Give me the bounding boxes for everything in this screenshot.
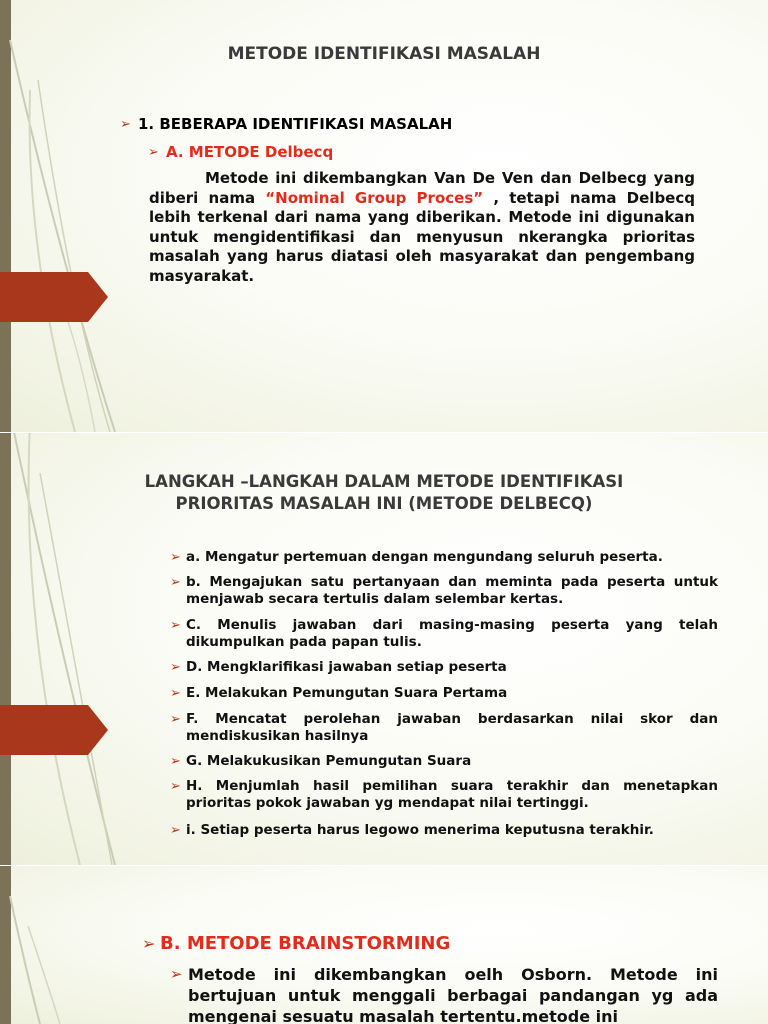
bullet-text: A. METODE Delbecq [166, 143, 334, 161]
list-item: ➢ G. Melakukusikan Pemungutan Suara [170, 753, 472, 769]
section-heading [142, 932, 450, 956]
slide-1 [0, 0, 768, 432]
list-item: ➢ b. Mengajukan satu pertanyaan dan meminta pada peserta untuk menjawab secara tertulis dalam selembar kertas. [170, 574, 718, 607]
title-line: PRIORITAS MASALAH INI (METODE DELBECQ) [175, 494, 593, 513]
arrow-bullet-icon: ➢ [170, 754, 181, 769]
list-item: ➢ a. Mengatur pertemuan dengan mengundang seluruh peserta. [170, 549, 663, 565]
arrow-bullet-icon: ➢ [142, 934, 156, 953]
highlight-text: “Nominal Group Proces” [265, 188, 484, 207]
arrow-bullet-icon: ➢ [170, 660, 181, 675]
arrow-bullet-icon: ➢ [170, 686, 181, 701]
accent-tab [0, 272, 108, 322]
arrow-bullet-icon: ➢ [170, 965, 183, 983]
arrow-bullet-icon: ➢ [170, 779, 181, 794]
paragraph-text: , tetapi nama Delbecq lebih terkenal dari nama yang diberikan. Metode ini digunakan untuk mengidentifikasi dan menyusun nkerangka prioritas masalah yang harus diatasi oleh masyarakat dan pengembang masyarakat. [149, 188, 695, 285]
list-item: ➢ i. Setiap peserta harus legowo menerima keputusna terakhir. [170, 822, 654, 838]
slide-title [60, 471, 708, 515]
arrow-bullet-icon: ➢ [170, 712, 181, 727]
list-item: ➢ H. Menjumlah hasil pemilihan suara terakhir dan menetapkan prioritas pokok jawaban yg mendapat nilai tertinggi. [170, 778, 718, 811]
arrow-bullet-icon: ➢ [170, 618, 181, 633]
list-item: ➢ D. Mengklarifikasi jawaban setiap peserta [170, 659, 507, 675]
list-item: ➢ C. Menulis jawaban dari masing-masing peserta yang telah dikumpulkan pada papan tulis. [170, 617, 718, 650]
paragraph [149, 169, 695, 286]
arrow-bullet-icon: ➢ [170, 550, 181, 565]
accent-tab [0, 705, 108, 755]
bullet-text: 1. BEBERAPA IDENTIFIKASI MASALAH [138, 115, 453, 133]
list-item: ➢ F. Mencatat perolehan jawaban berdasarkan nilai skor dan mendiskusikan hasilnya [170, 711, 718, 744]
arrow-bullet-icon: ➢ [170, 823, 181, 838]
heading-text: B. METODE BRAINSTORMING [160, 933, 451, 954]
list-item: ➢ E. Melakukan Pemungutan Suara Pertama [170, 685, 508, 701]
arrow-bullet-icon: ➢ [170, 575, 181, 590]
arrow-bullet-icon: ➢ [120, 117, 131, 132]
slide-2 [0, 433, 768, 865]
bullet-level-2 [148, 143, 333, 162]
bullet-paragraph [170, 964, 718, 1024]
decorative-stems [0, 0, 140, 432]
slide-title: METODE IDENTIFIKASI MASALAH [227, 44, 541, 64]
paragraph-text: Metode ini dikembangkan oelh Osborn. Metode ini bertujuan untuk menggali berbagai pandangan yg ada mengenai sesuatu masalah tertentu.metode ini [188, 965, 718, 1024]
bullet-level-1 [120, 115, 452, 134]
arrow-bullet-icon: ➢ [148, 145, 159, 160]
paragraph-text: Metode ini dikembangkan Van De Ven dan Delbecg yang diberi nama [149, 169, 695, 207]
title-line: LANGKAH –LANGKAH DALAM METODE IDENTIFIKASI [144, 472, 624, 491]
slide-3 [0, 866, 768, 1024]
decorative-stems [0, 866, 140, 1024]
